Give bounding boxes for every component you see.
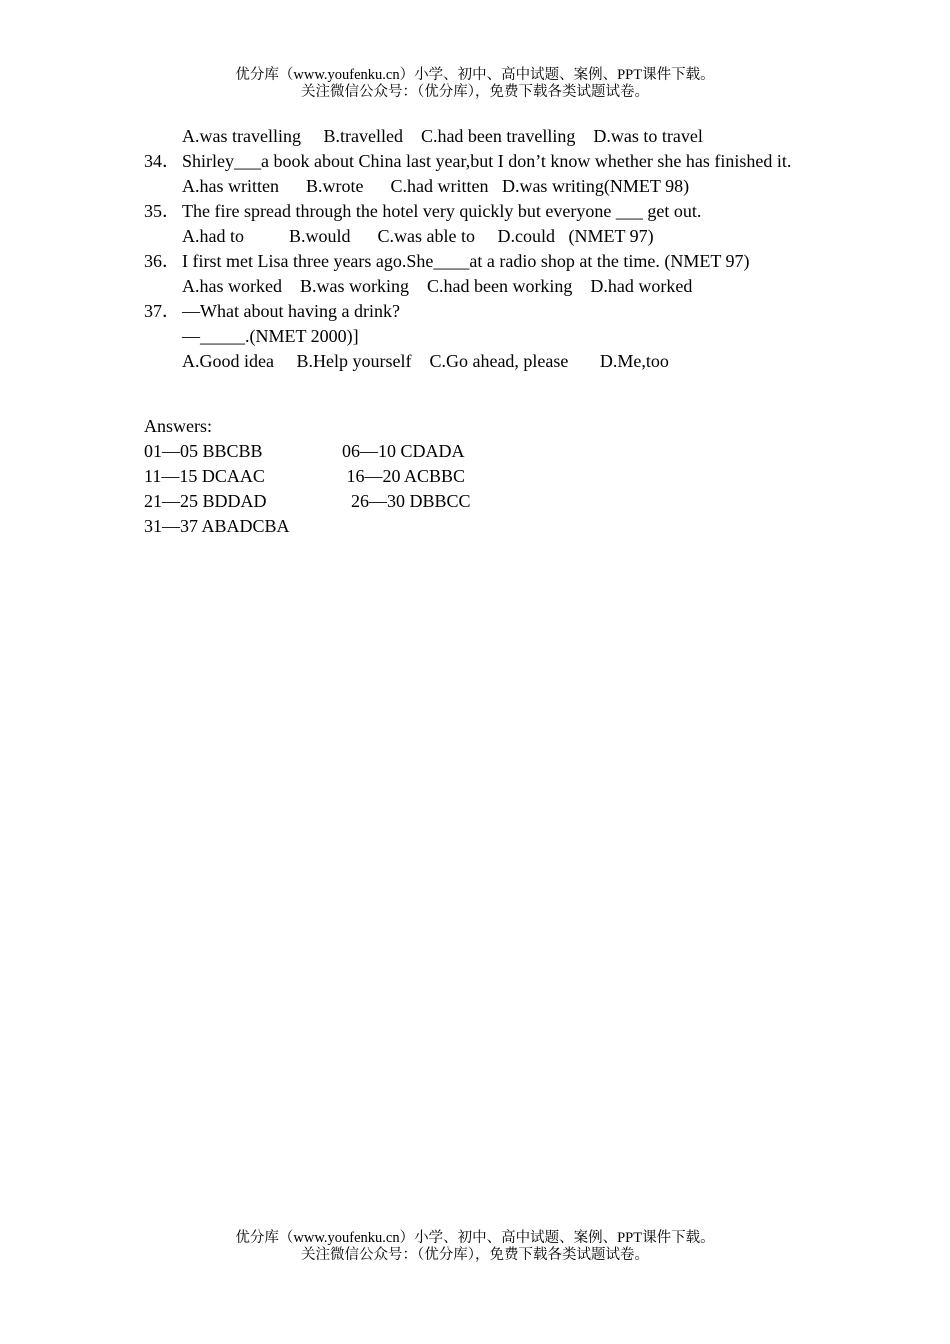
question-number: 37． [144,301,180,321]
question-number: 36． [144,251,180,271]
question-35-options: A.had to B.would C.was able to D.could (NMET 97) [182,226,654,246]
question-36 [144,249,806,274]
question-number: 34． [144,151,180,171]
question-text: I first met Lisa three years ago.She____at a radio shop at the time. (NMET 97) [182,251,750,271]
answer-range-left: 01—05 BBCBB [144,441,263,461]
question-text: The fire spread through the hotel very quickly but everyone ___ get out. [182,201,702,221]
question-34-options: A.has written B.wrote C.had written D.was writing(NMET 98) [182,176,690,196]
page-header [0,67,950,101]
answer-range-left: 11—15 DCAAC [144,466,265,486]
page-footer [0,1230,950,1264]
question-36-options: A.has worked B.was working C.had been working D.had worked [182,276,693,296]
document-body [144,124,806,539]
answer-row [144,439,806,464]
question-number: 35． [144,201,180,221]
answer-range-right: 26—30 DBBCC [342,491,471,511]
footer-line-1: 优分库（www.youfenku.cn）小学、初中、高中试题、案例、PPT课件下载。 [235,1230,715,1246]
question-text: Shirley___a book about China last year,but I don’t know whether she has finished it. [182,151,792,171]
answer-row [144,489,806,514]
question-text: —What about having a drink? [182,301,400,321]
question-34 [144,149,806,174]
question-35 [144,199,806,224]
answer-range-left: 21—25 BDDAD [144,491,267,511]
question-37-options: A.Good idea B.Help yourself C.Go ahead, please D.Me,too [182,351,669,371]
question-37-response: —_____.(NMET 2000)] [182,326,359,346]
answer-range-left: 31—37 ABADCBA [144,516,290,536]
answer-range-right: 06—10 CDADA [342,441,465,461]
answer-range-right: 16—20 ACBBC [342,466,466,486]
header-line-1: 优分库（www.youfenku.cn）小学、初中、高中试题、案例、PPT课件下载。 [235,67,715,83]
answer-key [144,414,806,539]
header-line-2: 关注微信公众号：（优分库），免费下载各类试题试卷。 [301,84,649,100]
answer-row [144,464,806,489]
answers-title: Answers: [144,416,212,436]
question-37 [144,299,806,324]
question-33-options: A.was travelling B.travelled C.had been travelling D.was to travel [182,126,703,146]
footer-line-2: 关注微信公众号：（优分库），免费下载各类试题试卷。 [301,1247,649,1263]
answer-row [144,514,806,539]
